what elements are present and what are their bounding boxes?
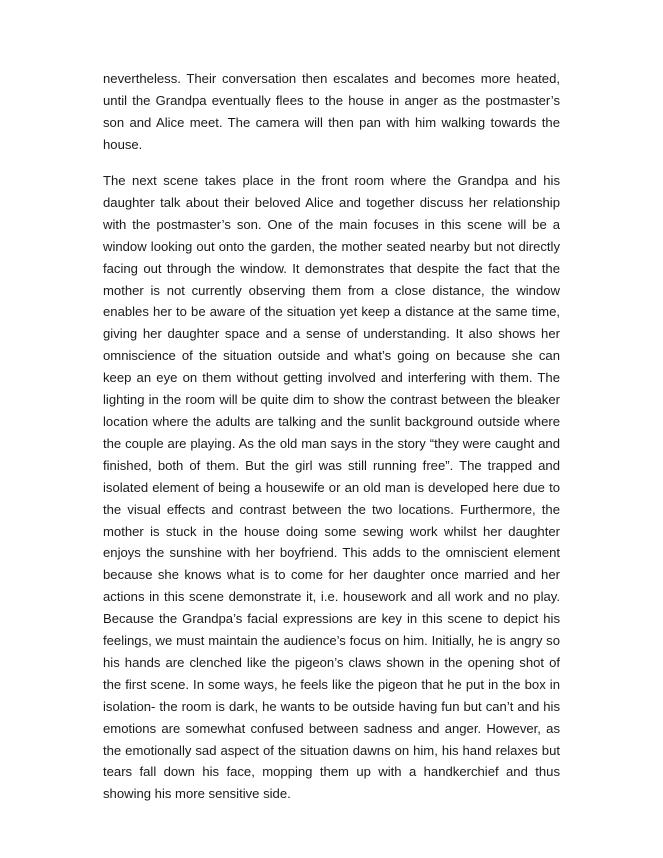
paragraph-continuation: nevertheless. Their conversation then escalates and becomes more heated, until the Grandpa eventually flees to the house in anger as the postmaster’s son and Alice meet. The camera will then pan with him walking towards the house. [103, 71, 560, 152]
paragraph-front-room-scene: The next scene takes place in the front room where the Grandpa and his daughter talk about their beloved Alice and together discuss her relationship with the postmaster’s son. One of the main focuses in this scene will be a window looking out onto the garden, the mother seated nearby but not directly facing out through the window. It demonstrates that despite the fact that the mother is not currently observing them from a close distance, the window enables her to be aware of the situation yet keep a distance at the same time, giving her daughter space and a sense of understanding. It also shows her omniscience of the situation outside and what’s going on because she can keep an eye on them without getting involved and interfering with them. The lighting in the room will be quite dim to show the contrast between the bleaker location where the adults are talking and the sunlit background outside where the couple are playing. As the old man says in the story “they were caught and finished, both of them. But the girl was still running free”. The trapped and isolated element of being a housewife or an old man is developed here due to the visual effects and contrast between the two locations. Furthermore, the mother is stuck in the house doing some sewing work whilst her daughter enjoys the sunshine with her boyfriend. This adds to the omniscient element because she knows what is to come for her daughter once married and her actions in this scene demonstrate it, i.e. housework and all work and no play. Because the Grandpa’s facial expressions are key in this scene to depict his feelings, we must maintain the audience’s focus on him. Initially, he is angry so his hands are clenched like the pigeon’s claws shown in the opening shot of the first scene. In some ways, he feels like the pigeon that he put in the box in isolation- the room is dark, he wants to be outside having fun but can’t and his emotions are somewhat confused between sadness and anger. However, as the emotionally sad aspect of the situation dawns on him, his hand relaxes but tears fall down his face, mopping them up with a handkerchief and thus showing his more sensitive side. [103, 173, 560, 802]
